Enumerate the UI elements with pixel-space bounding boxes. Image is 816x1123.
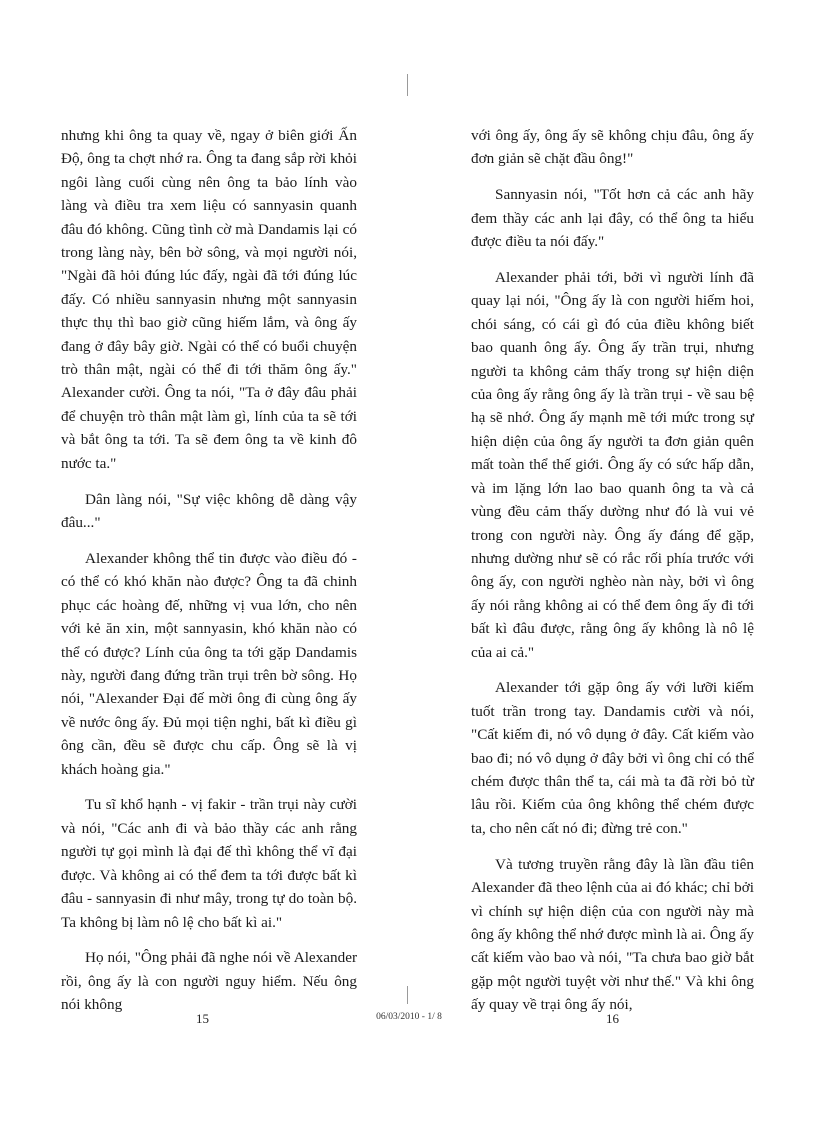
paragraph: Sannyasin nói, "Tốt hơn cả các anh hãy đem thầy các anh lại đây, có thể ông ta hiểu được điều ta nói đấy." xyxy=(471,186,754,251)
fold-divider-bottom xyxy=(407,986,408,1004)
paragraph: Dân làng nói, "Sự việc không dễ dàng vậy đâu..." xyxy=(61,490,357,531)
page-number-right: 16 xyxy=(606,1011,619,1026)
footer-date: 06/03/2010 - 1/ 8 xyxy=(376,1012,442,1022)
paragraph: Alexander phải tới, bởi vì người lính đã quay lại nói, "Ông ấy là con người hiếm hoi, chói sáng, có cái gì đó của điều không biết bao quanh ông ấy. Ông ấy trần trụi, nhưng người ta không cảm thấy trong sự hiện diện của ông ấy rằng ông ấy là trần trụi - về sau bệ hạ sẽ nhớ. Ông ấy mạnh mẽ tới mức trong sự hiện diện của ông ấy người ta đơn giản quên mất toàn thể thế giới. Ông ấy có sức hấp dẫn, và im lặng lớn lao bao quanh ông ta và cả vùng đều cảm thấy dường như đó là vui vẻ trong con người này. Ông ấy đáng để gặp, nhưng dường như sẽ có rắc rối phía trước với ông ấy, con người nghèo nàn này, bởi vì ông ấy nói rằng không ai có thể đem ông ấy đi tới bất kì đâu được, rằng ông ấy không là nô lệ của ai cả." xyxy=(471,269,754,661)
paragraph: Alexander tới gặp ông ấy với lưỡi kiếm tuốt trần trong tay. Dandamis cười và nói, "Cất kiếm đi, nó vô dụng ở đây. Cất kiếm vào bao đi; nó vô dụng ở đây bởi vì ông chỉ có thể chém được thân thể ta, cái mà ta đã rời bỏ từ lâu rồi. Kiếm của ông không thể chém được ta, cho nên cất nó đi; đừng trẻ con." xyxy=(471,679,754,837)
fold-divider-top xyxy=(407,74,408,96)
right-page-text xyxy=(471,124,754,1029)
paragraph: với ông ấy, ông ấy sẽ không chịu đâu, ông ấy đơn giản sẽ chặt đầu ông!" xyxy=(471,127,754,168)
paragraph: nhưng khi ông ta quay về, ngay ở biên giới Ấn Độ, ông ta chợt nhớ ra. Ông ta đang sắp rời khỏi ngôi làng cuối cùng nên ông ta bảo lính vào làng và điều tra xem liệu có sannyasin quanh đâu đó không. Cũng tình cờ mà Dandamis lại có trong làng này, bên bờ sông, và mọi người nói, "Ngài đã hỏi đúng lúc đấy, ngài đã tới đúng lúc đấy. Có nhiều sannyasin nhưng một sannyasin thực thụ thì bao giờ cũng hiếm lắm, và ông ấy đang ở đây bây giờ. Ngài có thể có buổi chuyện trò thân mật, ngài có thể đi tới thăm ông ấy." Alexander cười. Ông ta nói, "Ta ở đây đâu phải để chuyện trò thân mật làm gì, lính của ta sẽ tới và bắt ông ta tới. Ta sẽ đem ông ta về kinh đô nước ta." xyxy=(61,127,357,472)
left-page-text xyxy=(61,124,357,1029)
paragraph: Và tương truyền rằng đây là lần đầu tiên Alexander đã theo lệnh của ai đó khác; chỉ bởi vì chính sự hiện diện của con người này mà ông ấy không thể nhớ được mình là ai. Ông ấy cất kiếm vào bao và nói, "Ta chưa bao giờ bắt gặp một người tuyệt vời như thế." Và khi ông ấy quay về trại ông ấy nói, xyxy=(471,855,754,1014)
paragraph: Alexander không thể tin được vào điều đó - có thể có khó khăn nào được? Ông ta đã chinh phục các hoàng đế, những vị vua lớn, cho nên với kẻ ăn xin, một sannyasin, khó khăn nào có thể có được? Lính của ông ta tới gặp Dandamis này, người đang đứng trần trụi trên bờ sông. Họ nói, "Alexander Đại đế mời ông đi cùng ông ấy về nước ông ấy. Đủ mọi tiện nghi, bất kì điều gì ông cần, đều sẽ được chu cấp. Ông sẽ là vị khách hoàng gia." xyxy=(61,549,357,778)
paragraph: Tu sĩ khổ hạnh - vị fakir - trần trụi này cười và nói, "Các anh đi và bảo thầy các anh rằng người tự gọi mình là đại đế thì không thể vĩ đại được. Và không ai có thể đem ta tới được bất kì đâu - sannyasin đi như mây, trong tự do toàn bộ. Ta không bị làm nô lệ cho bất kì ai." xyxy=(61,796,357,931)
paragraph: Họ nói, "Ông phải đã nghe nói về Alexander rồi, ông ấy là con người nguy hiểm. Nếu ông nói không xyxy=(61,949,357,1014)
page-number-left: 15 xyxy=(196,1011,209,1026)
